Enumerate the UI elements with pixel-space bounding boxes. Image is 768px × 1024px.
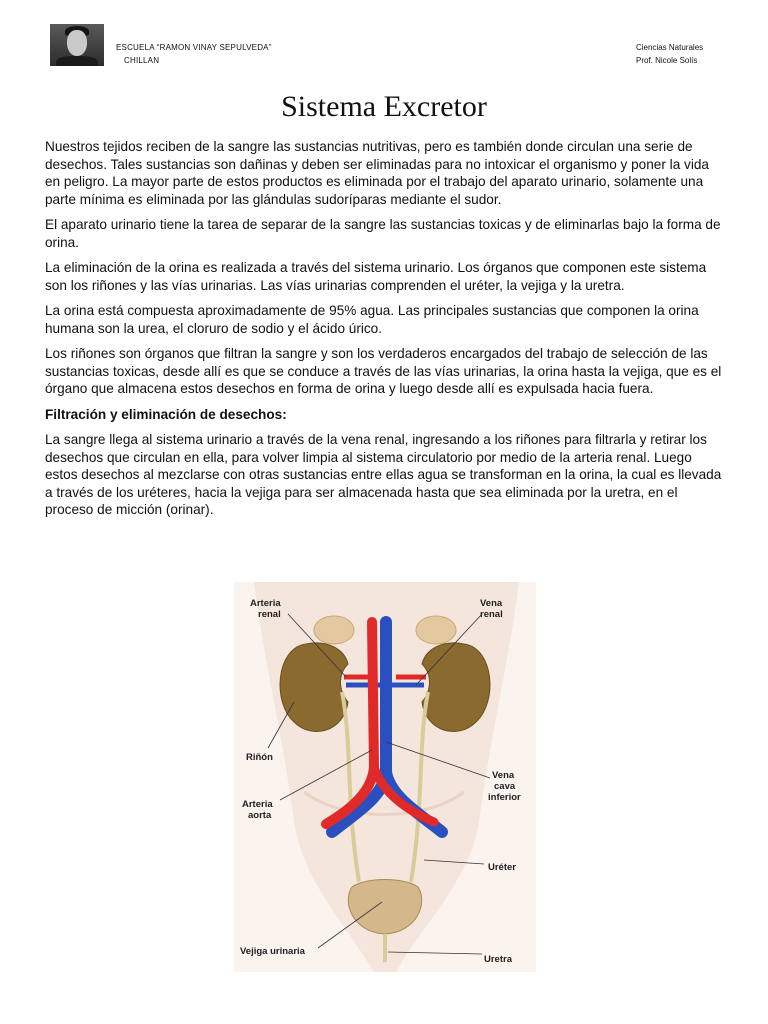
urinary-system-svg [234,582,536,972]
paragraph-kidneys: Los riñones son órganos que filtran la sangre y son los verdaderos encargados del trabajo de selección de las sustancias toxicas, desde allí es que se conduce a través de las vías urinarias, la orina hasta la vejiga, que es el órgano que almacena estos desechos en forma de orina y luego desde allí es expulsada hacia fuera. [45,346,722,396]
school-name: ESCUELA “RAMON VINAY SEPULVEDA” [116,43,272,52]
founder-portrait [50,24,104,66]
label-vena-renal: Vena renal [480,598,503,620]
school-info [116,41,272,67]
label-ureter: Uréter [488,862,516,873]
paragraph-intro: Nuestros tejidos reciben de la sangre las sustancias nutritivas, pero es también donde circulan una serie de desechos. Tales sustancias son dañinas y deben ser eliminadas para no intoxicar el organismo y poner la vida en peligro. La mayor parte de estos productos es eliminada por el trabajo del aparato urinario, solamente una parte mínima es eliminada por las glándulas sudoríparas mediante el sudor. [45,139,709,207]
paragraph-filtration: La sangre llega al sistema urinario a través de la vena renal, ingresando a los riñones para filtrarla y retirar los desechos que circulan en ella, para volver limpia al sistema circulatorio por medio de la arteria renal. Luego estos desechos al mezclarse con otras sustancias entre ellas agua se transforman en la orina, la cual es llevada a través de los uréteres, hacia la vejiga para ser almacenada hasta que sea eliminada por la uretra, en el proceso de micción (orinar). [45,432,722,517]
urinary-system-diagram [234,582,536,972]
document-body [45,138,725,527]
right-kidney [422,643,490,732]
document-title: Sistema Excretor [281,90,487,123]
teacher-name: Prof. Nicole Solís [636,56,698,65]
school-city: CHILLAN [124,56,160,65]
section-subheading: Filtración y eliminación de desechos: [45,406,287,422]
label-rinon: Riñón [246,752,273,763]
label-uretra: Uretra [484,954,512,965]
page-header [0,24,768,68]
left-kidney [280,643,348,732]
label-arteria-renal: Arteria renal [250,598,281,620]
label-vejiga: Vejiga urinaria [240,946,305,957]
right-adrenal-gland [416,616,456,644]
subject-name: Ciencias Naturales [636,43,704,52]
left-adrenal-gland [314,616,354,644]
label-vena-cava: Vena cava inferior [488,770,521,803]
subject-info [636,41,703,67]
paragraph-composition: La orina está compuesta aproximadamente de 95% agua. Las principales sustancias que componen la orina humana son la urea, el cloruro de sodio y el ácido úrico. [45,303,699,336]
paragraph-elimination: La eliminación de la orina es realizada a través del sistema urinario. Los órganos que componen este sistema son los riñones y las vías urinarias. Las vías urinarias comprenden el uréter, la vejiga y la uretra. [45,260,707,293]
paragraph-urinary-task: El aparato urinario tiene la tarea de separar de la sangre las sustancias toxicas y de eliminarlas bajo la forma de orina. [45,217,721,250]
label-arteria-aorta: Arteria aorta [242,799,273,821]
